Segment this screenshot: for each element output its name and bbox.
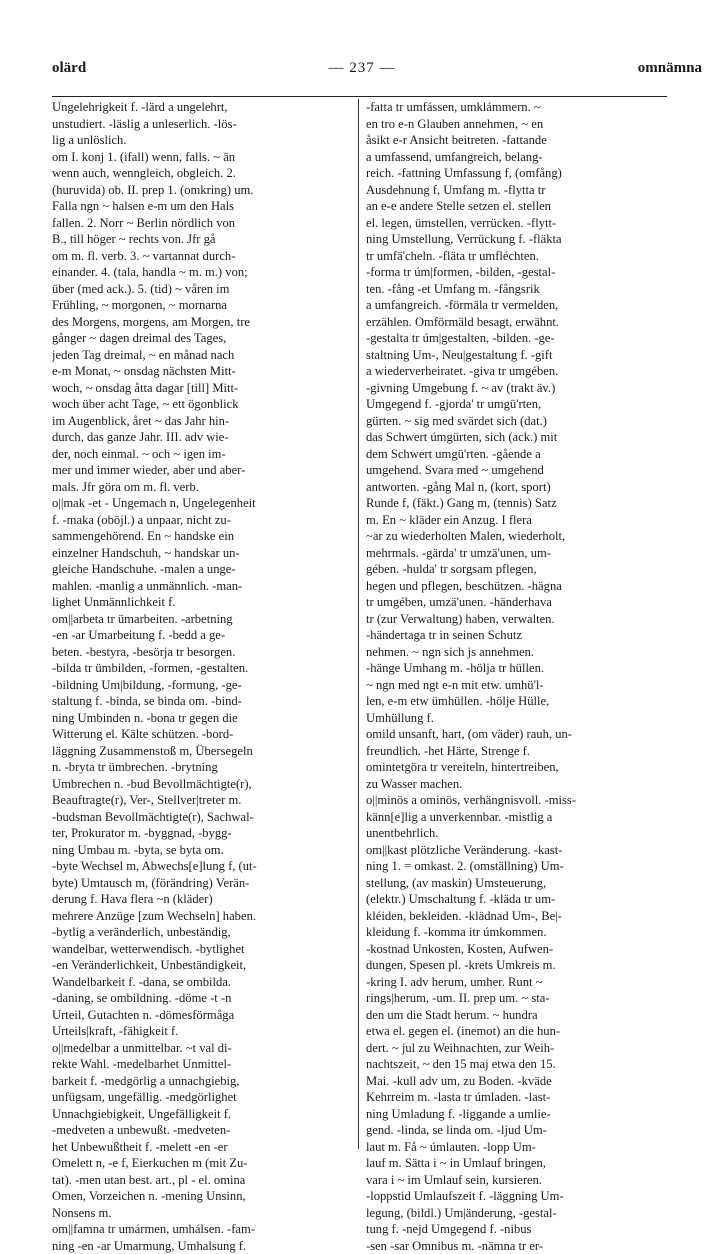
text-line: tat). -men utan best. art., pl - el. omina xyxy=(52,1172,352,1189)
text-line: dungen, Spesen pl. -krets Umkreis m. xyxy=(366,957,666,974)
text-line: -daning, se ombildning. -döme -t -n xyxy=(52,990,352,1007)
text-line: an e-e andere Stelle setzen el. stellen xyxy=(366,198,666,215)
text-line: om I. konj 1. (ifall) wenn, falls. ~ än xyxy=(52,149,352,166)
text-line: Ungelehrigkeit f. -lärd a ungelehrt, xyxy=(52,99,352,116)
text-line: om||kast plötzliche Veränderung. -kast- xyxy=(366,842,666,859)
text-line: Nonsens m. xyxy=(52,1205,352,1222)
text-line: barkeit f. -medgörlig a unnachgiebig, xyxy=(52,1073,352,1090)
text-line: Frühling, ~ morgonen, ~ mornarna xyxy=(52,297,352,314)
text-line: mahlen. -manlig a unmännlich. -man- xyxy=(52,578,352,595)
text-line: staltung f. -binda, se binda om. -bind- xyxy=(52,693,352,710)
text-line: gleiche Handschuhe. -malen a unge- xyxy=(52,561,352,578)
text-line: o||medelbar a unmittelbar. ~t val di- xyxy=(52,1040,352,1057)
text-line: tr umfä'cheln. -fläta tr umfléchten. xyxy=(366,248,666,265)
text-line: gånger ~ dagen dreimal des Tages, xyxy=(52,330,352,347)
text-line: -sen -sar Omnibus m. -nämna tr er- xyxy=(366,1238,666,1254)
text-line: mer und immer wieder, aber und aber- xyxy=(52,462,352,479)
text-line: lig a unlöslich. xyxy=(52,132,352,149)
text-line: -bildning Um|bildung, -formung, -ge- xyxy=(52,677,352,694)
text-line: -loppstid Umlaufszeit f. -läggning Um- xyxy=(366,1188,666,1205)
text-line: dert. ~ jul zu Weihnachten, zur Weih- xyxy=(366,1040,666,1057)
text-line: om||arbeta tr ümarbeiten. -arbetning xyxy=(52,611,352,628)
text-line: a umfassend, umfangreich, belang- xyxy=(366,149,666,166)
text-line: rings|herum, -um. II. prep um. ~ sta- xyxy=(366,990,666,1007)
text-line: Urteil, Gutachten n. -dömesförmåga xyxy=(52,1007,352,1024)
text-line: byte) Umtausch m, (förändring) Verän- xyxy=(52,875,352,892)
text-line: staltning Um-, Neu|gestaltung f. -gift xyxy=(366,347,666,364)
text-line: -givning Umgebung f. ~ av (trakt äv.) xyxy=(366,380,666,397)
text-line: el. legen, ümstellen, verrücken. -flytt- xyxy=(366,215,666,232)
text-line: Umbrechen n. -bud Bevollmächtigte(r), xyxy=(52,776,352,793)
text-line: lighet Unmännlichkeit f. xyxy=(52,594,352,611)
text-line: unfügsam, ungefällig. -medgörlighet xyxy=(52,1089,352,1106)
page-header xyxy=(52,60,706,90)
text-line: (elektr.) Umschaltung f. -kläda tr um- xyxy=(366,891,666,908)
text-line: -bytlig a veränderlich, unbeständig, xyxy=(52,924,352,941)
text-line: erzählen. Omförmäld besagt, erwähnt. xyxy=(366,314,666,331)
text-line: ~ar zu wiederholten Malen, wiederholt, xyxy=(366,528,666,545)
text-line: Ausdehnung f, Umfang m. -flytta tr xyxy=(366,182,666,199)
text-line: Umgegend f. -gjorda' tr umgü'rten, xyxy=(366,396,666,413)
text-line: kleidung f. -komma itr úmkommen. xyxy=(366,924,666,941)
text-line: ning Umbau m. -byta, se byta om. xyxy=(52,842,352,859)
text-line: stellung, (av maskin) Umsteuerung, xyxy=(366,875,666,892)
text-line: wenn auch, wenngleich, obgleich. 2. xyxy=(52,165,352,182)
text-line: lauf m. Sätta i ~ in Umlauf bringen, xyxy=(366,1155,666,1172)
text-line: Kehrreim m. -lasta tr úmladen. -last- xyxy=(366,1089,666,1106)
page-number: — 237 — xyxy=(328,60,395,77)
text-line: vara i ~ im Umlauf sein, kursieren. xyxy=(366,1172,666,1189)
text-line: über (med ack.). 5. (tid) ~ våren im xyxy=(52,281,352,298)
text-line: im Augenblick, året ~ das Jahr hin- xyxy=(52,413,352,430)
text-line: mehrmals. -gärda' tr umzä'unen, um- xyxy=(366,545,666,562)
text-line: B., till höger ~ rechts von. Jfr gå xyxy=(52,231,352,248)
text-line: -kring I. adv herum, umher. Runt ~ xyxy=(366,974,666,991)
text-line: omintetgöra tr vereiteln, hintertreiben, xyxy=(366,759,666,776)
text-line: kléiden, bekleiden. -klädnad Um-, Be|- xyxy=(366,908,666,925)
text-line: ~ ngn med ngt e-n mit etw. umhü'l- xyxy=(366,677,666,694)
text-line: zu Wasser machen. xyxy=(366,776,666,793)
text-line: durch, das ganze Jahr. III. adv wie- xyxy=(52,429,352,446)
text-line: gében. -hulda' tr sorgsam pflegen, xyxy=(366,561,666,578)
text-line: rekte Wahl. -medelbarhet Unmittel- xyxy=(52,1056,352,1073)
text-line: unstudiert. -läslig a unleserlich. -lös- xyxy=(52,116,352,133)
text-line: woch über acht Tage, ~ ett ögonblick xyxy=(52,396,352,413)
text-line: derung f. Hava flera ~n (kläder) xyxy=(52,891,352,908)
text-line: unentbehrlich. xyxy=(366,825,666,842)
text-line: o||minös a ominös, verhängnisvoll. -miss- xyxy=(366,792,666,809)
text-line: des Morgens, morgens, am Morgen, tre xyxy=(52,314,352,331)
text-line: gend. -linda, se linda om. -ljud Um- xyxy=(366,1122,666,1139)
text-line: sammengehörend. En ~ handske ein xyxy=(52,528,352,545)
text-line: fallen. 2. Norr ~ Berlin nördlich von xyxy=(52,215,352,232)
text-line: ning Umstellung, Verrückung f. -fläkta xyxy=(366,231,666,248)
text-line: tung f. -nejd Umgegend f. -nibus xyxy=(366,1221,666,1238)
text-line: ten. -fång -et Umfang m. -fångsrik xyxy=(366,281,666,298)
text-line: -fatta tr umfássen, umklámmern. ~ xyxy=(366,99,666,116)
text-line: -en Veränderlichkeit, Unbeständigkeit, xyxy=(52,957,352,974)
text-line: a umfangreich. -förmäla tr vermelden, xyxy=(366,297,666,314)
text-line: umgehend. Svara med ~ umgehend xyxy=(366,462,666,479)
text-line: -byte Wechsel m, Abwechs[e]lung f, (ut- xyxy=(52,858,352,875)
text-line: wandelbar, wetterwendisch. -bytlighet xyxy=(52,941,352,958)
text-line: ning Umladung f. -liggande a umlie- xyxy=(366,1106,666,1123)
text-line: en tro e-n Glauben annehmen, ~ en xyxy=(366,116,666,133)
text-line: Witterung el. Kälte schützen. -bord- xyxy=(52,726,352,743)
text-line: -medveten a unbewußt. -medveten- xyxy=(52,1122,352,1139)
text-line: Omelett n, -e f, Eierkuchen m (mit Zu- xyxy=(52,1155,352,1172)
text-line: Unnachgiebigkeit, Ungefälligkeit f. xyxy=(52,1106,352,1123)
text-line: hegen und pflegen, beschützen. -hägna xyxy=(366,578,666,595)
text-line: jeden Tag dreimal, ~ en månad nach xyxy=(52,347,352,364)
text-line: ning 1. = omkast. 2. (omställning) Um- xyxy=(366,858,666,875)
text-line: etwa el. gegen el. (inemot) an die hun- xyxy=(366,1023,666,1040)
text-line: -en -ar Umarbeitung f. -bedd a ge- xyxy=(52,627,352,644)
text-line: e-m Monat, ~ onsdag nächsten Mitt- xyxy=(52,363,352,380)
text-line: len, e-m etw ümhüllen. -hölje Hülle, xyxy=(366,693,666,710)
text-line: einander. 4. (tala, handla ~ m. m.) von; xyxy=(52,264,352,281)
text-line: mehrere Anzüge [zum Wechseln] haben. xyxy=(52,908,352,925)
text-line: n. -bryta tr ümbrechen. -brytning xyxy=(52,759,352,776)
text-line: -budsman Bevollmächtigte(r), Sachwal- xyxy=(52,809,352,826)
right-column xyxy=(366,99,666,1254)
text-line: Wandelbarkeit f. -dana, se ombilda. xyxy=(52,974,352,991)
text-line: Omen, Vorzeichen n. -mening Unsinn, xyxy=(52,1188,352,1205)
text-line: läggning Zusammenstoß m, Übersegeln xyxy=(52,743,352,760)
header-guide-word-left: olärd xyxy=(52,60,86,77)
text-line: antworten. -gång Mal n, (kort, sport) xyxy=(366,479,666,496)
text-line: tr (zur Verwaltung) haben, verwalten. xyxy=(366,611,666,628)
text-line: omild unsanft, hart, (om väder) rauh, un- xyxy=(366,726,666,743)
text-line: -gestalta tr úm|gestalten, -bilden. -ge- xyxy=(366,330,666,347)
column-divider xyxy=(358,99,359,1149)
text-line: -händertaga tr in seinen Schutz xyxy=(366,627,666,644)
text-line: der, noch einmal. ~ och ~ igen im- xyxy=(52,446,352,463)
text-line: Beauftragte(r), Ver-, Stellver|treter m. xyxy=(52,792,352,809)
header-rule xyxy=(52,96,667,97)
text-line: dem Schwert umgü'rten. -gående a xyxy=(366,446,666,463)
text-line: das Schwert úmgürten, sich (ack.) mit xyxy=(366,429,666,446)
text-line: Urteils|kraft, -fähigkeit f. xyxy=(52,1023,352,1040)
columns xyxy=(52,99,706,1254)
text-line: freundlich. -het Härte, Strenge f. xyxy=(366,743,666,760)
text-line: Mai. -kull adv um, zu Boden. -kväde xyxy=(366,1073,666,1090)
text-line: ning -en -ar Umarmung, Umhalsung f. xyxy=(52,1238,352,1254)
text-line: ning Umbinden n. -bona tr gegen die xyxy=(52,710,352,727)
text-line: gürten. ~ sig med svärdet sich (dat.) xyxy=(366,413,666,430)
text-line: Umhüllung f. xyxy=(366,710,666,727)
text-line: woch, ~ onsdag åtta dagar [till] Mitt- xyxy=(52,380,352,397)
text-line: -kostnad Unkosten, Kosten, Aufwen- xyxy=(366,941,666,958)
text-line: -hänge Umhang m. -hölja tr hüllen. xyxy=(366,660,666,677)
text-line: het Unbewußtheit f. -melett -en -er xyxy=(52,1139,352,1156)
text-line: legung, (bildl.) Um|änderung, -gestal- xyxy=(366,1205,666,1222)
text-line: ter, Prokurator m. -byggnad, -bygg- xyxy=(52,825,352,842)
text-line: om||famna tr umármen, umhálsen. -fam- xyxy=(52,1221,352,1238)
text-line: åsikt e-r Ansicht beitreten. -fattande xyxy=(366,132,666,149)
text-line: om m. fl. verb. 3. ~ vartannat durch- xyxy=(52,248,352,265)
text-line: nachtszeit, ~ den 15 maj etwa den 15. xyxy=(366,1056,666,1073)
text-line: tr umgében, umzä'unen. -händerhava xyxy=(366,594,666,611)
text-line: -bilda tr ümbilden, -formen, -gestalten. xyxy=(52,660,352,677)
text-line: -forma tr úm|formen, -bilden, -gestal- xyxy=(366,264,666,281)
text-line: a wiederverheiratet. -giva tr umgében. xyxy=(366,363,666,380)
text-line: (huruvida) ob. II. prep 1. (omkring) um. xyxy=(52,182,352,199)
text-line: f. -maka (oböjl.) a unpaar, nicht zu- xyxy=(52,512,352,529)
text-line: Falla ngn ~ halsen e-m um den Hals xyxy=(52,198,352,215)
text-line: Runde f, (fäkt.) Gang m, (tennis) Satz xyxy=(366,495,666,512)
header-guide-word-right: omnämna xyxy=(638,60,702,77)
text-line: reich. -fattning Umfassung f, (omfång) xyxy=(366,165,666,182)
text-line: den um die Stadt herum. ~ hundra xyxy=(366,1007,666,1024)
text-line: m. En ~ kläder ein Anzug. I flera xyxy=(366,512,666,529)
text-line: beten. -bestyra, -besörja tr besorgen. xyxy=(52,644,352,661)
text-line: nehmen. ~ ngn sich js annehmen. xyxy=(366,644,666,661)
text-line: o||mak -et - Ungemach n, Ungelegenheit xyxy=(52,495,352,512)
left-column xyxy=(52,99,352,1254)
text-line: laut m. Få ~ úmlauten. -lopp Um- xyxy=(366,1139,666,1156)
text-line: einzelner Handschuh, ~ handskar un- xyxy=(52,545,352,562)
text-line: mals. Jfr göra om m. fl. verb. xyxy=(52,479,352,496)
text-line: känn[e]lig a unverkennbar. -mistlig a xyxy=(366,809,666,826)
